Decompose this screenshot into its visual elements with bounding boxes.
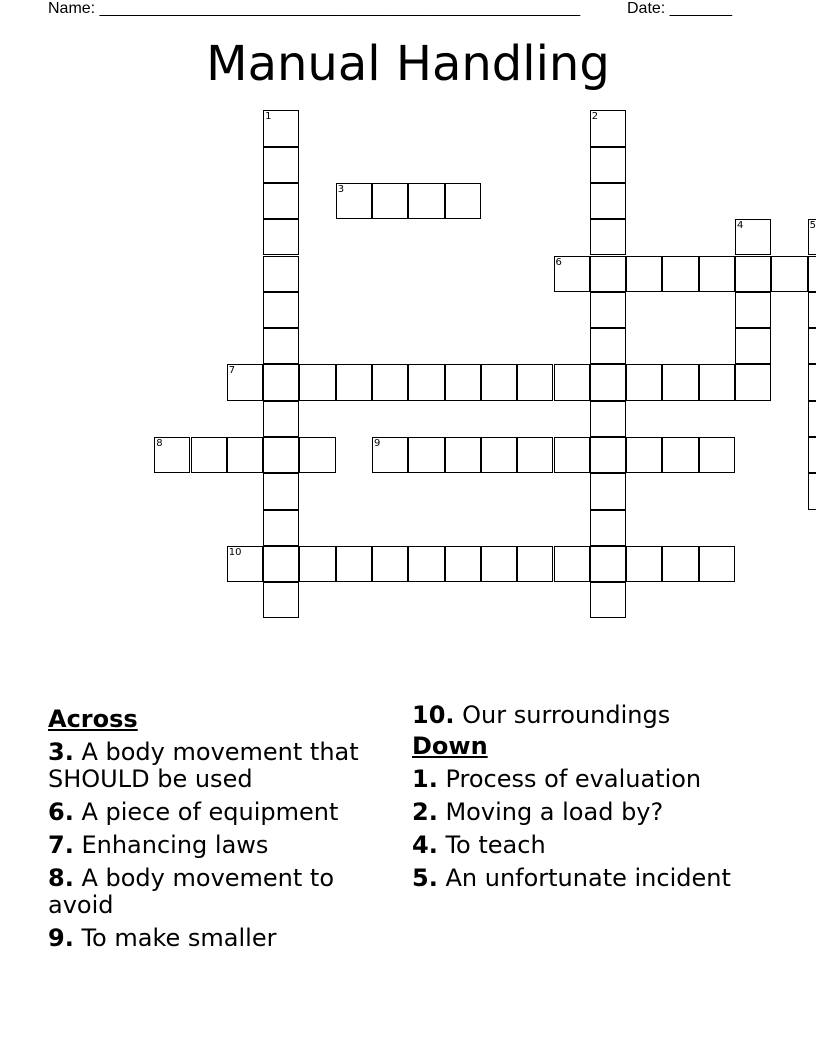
down-clue [412, 799, 772, 826]
grid-cell[interactable] [590, 510, 626, 546]
across-clue [48, 925, 393, 952]
name-field-label: Name: ______________________________________________________ [48, 0, 581, 17]
grid-cell[interactable] [808, 364, 816, 400]
grid-cell[interactable] [263, 401, 299, 437]
grid-cell[interactable] [808, 473, 816, 509]
grid-cell[interactable] [263, 219, 299, 255]
grid-cell[interactable] [554, 437, 590, 473]
grid-cell[interactable] [227, 364, 263, 400]
grid-cell[interactable] [590, 473, 626, 509]
grid-cell[interactable] [299, 437, 335, 473]
clue-text: Process of evaluation [445, 765, 702, 793]
clue-text: A piece of equipment [81, 798, 339, 826]
date-field-label: Date: _______ [627, 0, 732, 17]
across-clue [48, 799, 393, 826]
grid-cell[interactable] [808, 437, 816, 473]
grid-cell[interactable] [263, 147, 299, 183]
grid-cell[interactable] [408, 364, 444, 400]
clue-number: 8. [48, 864, 74, 892]
clue-text: Moving a load by? [445, 798, 664, 826]
grid-cell[interactable] [336, 546, 372, 582]
grid-cell[interactable] [808, 292, 816, 328]
grid-cell[interactable] [699, 437, 735, 473]
down-clue [412, 832, 772, 859]
grid-cell[interactable] [699, 364, 735, 400]
down-clue [412, 766, 772, 793]
grid-cell[interactable] [299, 364, 335, 400]
page-title: Manual Handling [206, 36, 610, 92]
grid-cell[interactable] [263, 256, 299, 292]
clue-number: 1. [412, 765, 438, 793]
clue-number-label: 9 [374, 438, 381, 449]
grid-cell[interactable] [590, 401, 626, 437]
grid-cell[interactable] [554, 256, 590, 292]
grid-cell[interactable] [626, 546, 662, 582]
grid-cell[interactable] [590, 328, 626, 364]
grid-cell[interactable] [626, 364, 662, 400]
grid-cell[interactable] [699, 546, 735, 582]
grid-cell[interactable] [590, 183, 626, 219]
grid-cell[interactable] [481, 437, 517, 473]
across-clue [412, 702, 772, 729]
clue-number: 5. [412, 864, 438, 892]
grid-cell[interactable] [372, 546, 408, 582]
across-clue [48, 739, 393, 793]
across-clue [48, 832, 393, 859]
grid-cell[interactable] [662, 364, 698, 400]
grid-cell[interactable] [517, 364, 553, 400]
grid-cell[interactable] [808, 328, 816, 364]
clue-text: To make smaller [81, 924, 277, 952]
grid-cell[interactable] [771, 256, 807, 292]
grid-cell[interactable] [626, 437, 662, 473]
grid-cell[interactable] [590, 256, 626, 292]
grid-cell[interactable] [699, 256, 735, 292]
grid-cell[interactable] [735, 256, 771, 292]
grid-cell[interactable] [662, 256, 698, 292]
grid-cell[interactable] [554, 364, 590, 400]
grid-cell[interactable] [590, 292, 626, 328]
grid-cell[interactable] [263, 292, 299, 328]
grid-cell[interactable] [481, 364, 517, 400]
grid-cell[interactable] [445, 183, 481, 219]
grid-cell[interactable] [590, 437, 626, 473]
clue-text: A body movement that SHOULD be used [48, 738, 359, 793]
grid-cell[interactable] [626, 256, 662, 292]
grid-cell[interactable] [590, 110, 626, 146]
down-clue [412, 865, 772, 892]
grid-cell[interactable] [227, 546, 263, 582]
clue-number: 3. [48, 738, 74, 766]
clue-number-label: 10 [228, 546, 242, 558]
clues-right-column [412, 702, 772, 892]
across-heading: Across [48, 705, 138, 733]
clue-text: To teach [445, 831, 546, 859]
clue-number: 2. [412, 798, 438, 826]
clue-number-label: 4 [737, 220, 744, 232]
grid-cell[interactable] [263, 328, 299, 364]
clue-number-label: 6 [555, 256, 562, 268]
clue-number: 6. [48, 798, 74, 826]
grid-cell[interactable] [517, 437, 553, 473]
clue-number: 7. [48, 831, 74, 859]
clue-number: 10. [412, 701, 455, 729]
grid-cell[interactable] [299, 546, 335, 582]
grid-cell[interactable] [517, 546, 553, 582]
grid-cell[interactable] [808, 256, 816, 292]
grid-cell[interactable] [590, 147, 626, 183]
grid-cell[interactable] [263, 437, 299, 473]
grid-cell[interactable] [154, 437, 190, 473]
grid-cell[interactable] [408, 546, 444, 582]
clue-text: Our surroundings [462, 701, 671, 729]
grid-cell[interactable] [735, 219, 771, 255]
grid-cell[interactable] [336, 183, 372, 219]
clue-text: An unfortunate incident [445, 864, 731, 892]
clue-number-label: 8 [156, 438, 163, 449]
grid-cell[interactable] [481, 546, 517, 582]
grid-cell[interactable] [263, 546, 299, 582]
across-clue [48, 865, 393, 919]
down-heading: Down [412, 732, 488, 760]
grid-cell[interactable] [808, 219, 816, 255]
grid-cell[interactable] [445, 546, 481, 582]
clue-number-label: 5 [809, 220, 816, 232]
grid-cell[interactable] [735, 364, 771, 400]
grid-cell[interactable] [590, 582, 626, 618]
grid-cell[interactable] [372, 183, 408, 219]
grid-cell[interactable] [408, 437, 444, 473]
grid-cell[interactable] [191, 437, 227, 473]
grid-cell[interactable] [263, 582, 299, 618]
clue-text: A body movement to avoid [48, 864, 335, 919]
grid-cell[interactable] [263, 510, 299, 546]
clues-left-column [48, 702, 393, 952]
grid-cell[interactable] [662, 437, 698, 473]
grid-cell[interactable] [445, 437, 481, 473]
grid-cell[interactable] [263, 183, 299, 219]
grid-cell[interactable] [445, 364, 481, 400]
clue-number: 4. [412, 831, 438, 859]
grid-cell[interactable] [590, 364, 626, 400]
grid-cell[interactable] [336, 364, 372, 400]
clue-text: Enhancing laws [81, 831, 269, 859]
grid-cell[interactable] [590, 546, 626, 582]
grid-cell[interactable] [263, 473, 299, 509]
clue-number-label: 1 [265, 111, 272, 123]
grid-cell[interactable] [554, 546, 590, 582]
clue-number-label: 7 [228, 365, 236, 377]
grid-cell[interactable] [263, 110, 299, 146]
grid-cell[interactable] [408, 183, 444, 219]
grid-cell[interactable] [372, 437, 408, 473]
grid-cell[interactable] [263, 364, 299, 400]
grid-cell[interactable] [590, 219, 626, 255]
grid-cell[interactable] [735, 328, 771, 364]
grid-cell[interactable] [662, 546, 698, 582]
grid-cell[interactable] [372, 364, 408, 400]
clue-number-label: 3 [337, 183, 345, 195]
clue-number: 9. [48, 924, 74, 952]
clue-number-label: 2 [591, 111, 599, 123]
grid-cell[interactable] [227, 437, 263, 473]
grid-cell[interactable] [808, 401, 816, 437]
grid-cell[interactable] [735, 292, 771, 328]
